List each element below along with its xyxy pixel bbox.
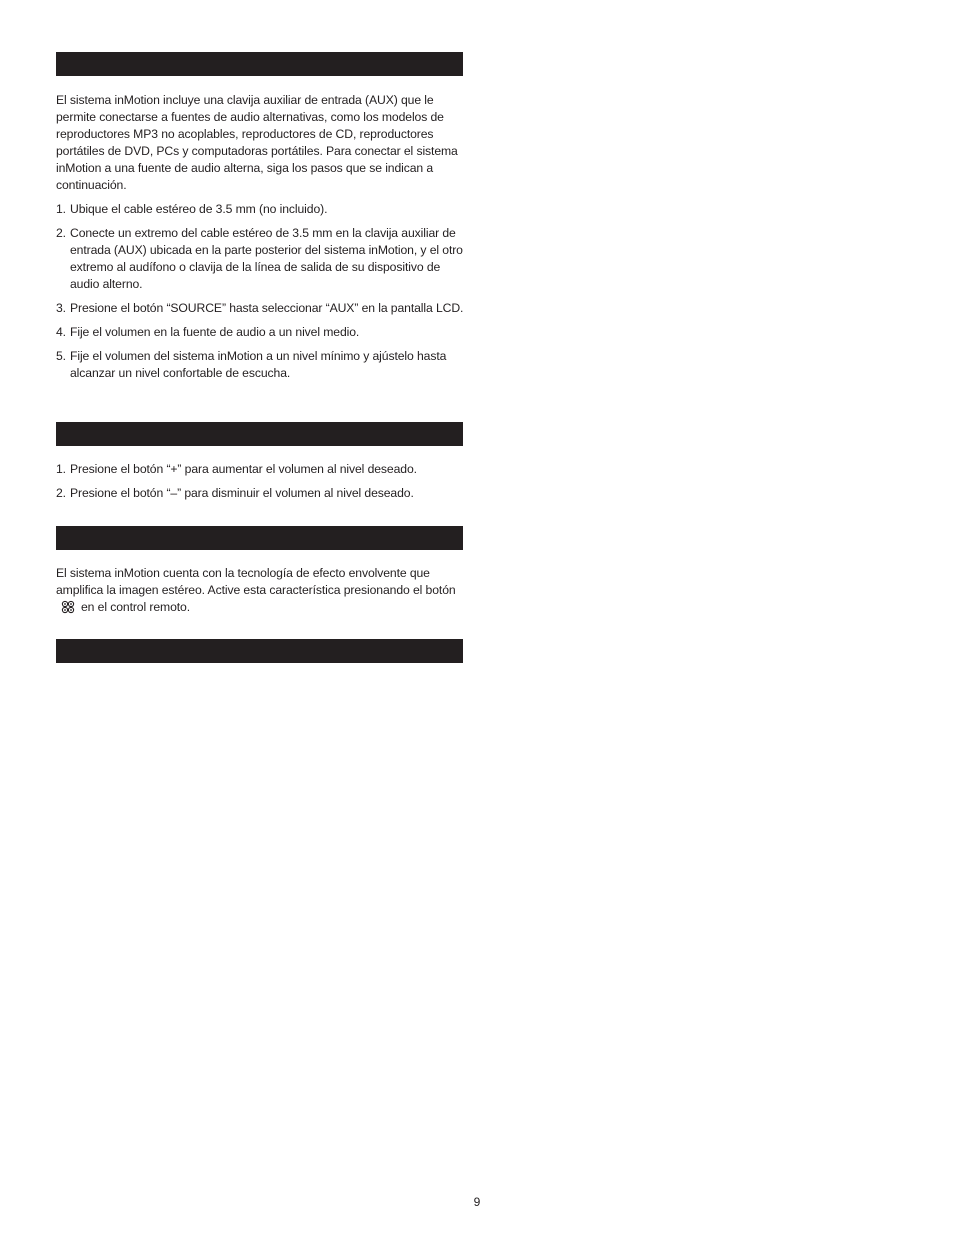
section-header-bar-surround — [56, 526, 463, 550]
surround-sound-icon — [61, 600, 75, 614]
list-item: 4. Fije el volumen en la fuente de audio a un nivel medio. — [56, 325, 360, 339]
surround-text: El sistema inMotion cuenta con la tecnología de efecto envolvente que amplifica la imagen estéreo. Active esta característica presionando el botónen el control remoto. — [56, 566, 456, 614]
section-volume — [56, 461, 466, 509]
aux-intro: El sistema inMotion incluye una clavija auxiliar de entrada (AUX) que le permite conectarse a fuentes de audio alternativas, como los modelos de reproductores MP3 no acoplables, reproductores de CD, reproductores portátiles de DVD, PCs y computadoras portátiles. Para conectar el sistema inMotion a una fuente de audio alterna, siga los pasos que se indican a continuación. — [56, 93, 458, 192]
list-item: 1. Presione el botón “+” para aumentar el volumen al nivel deseado. — [56, 462, 417, 476]
section-header-bar-aux — [56, 52, 463, 76]
volume-steps-list — [56, 461, 466, 502]
list-item: 1. Ubique el cable estéreo de 3.5 mm (no incluido). — [56, 202, 328, 216]
list-item: 3. Presione el botón “SOURCE” hasta seleccionar “AUX” en la pantalla LCD. — [56, 301, 464, 315]
list-item: 2. Conecte un extremo del cable estéreo de 3.5 mm en la clavija auxiliar de entrada (AUX) ubicada en la parte posterior del sistema inMotion, y el otro extremo al audífono o clavija de la línea de salida de su dispositivo de audio alterno. — [56, 226, 463, 291]
section-header-bar-4 — [56, 639, 463, 663]
section-surround — [56, 565, 466, 616]
list-item: 2. Presione el botón “–” para disminuir el volumen al nivel deseado. — [56, 486, 414, 500]
section-header-bar-volume — [56, 422, 463, 446]
section-aux — [56, 92, 466, 389]
list-item: 5. Fije el volumen del sistema inMotion a un nivel mínimo y ajústelo hasta alcanzar un nivel confortable de escucha. — [56, 349, 447, 380]
aux-steps-list — [56, 201, 466, 382]
page-number: 9 — [473, 1195, 481, 1209]
